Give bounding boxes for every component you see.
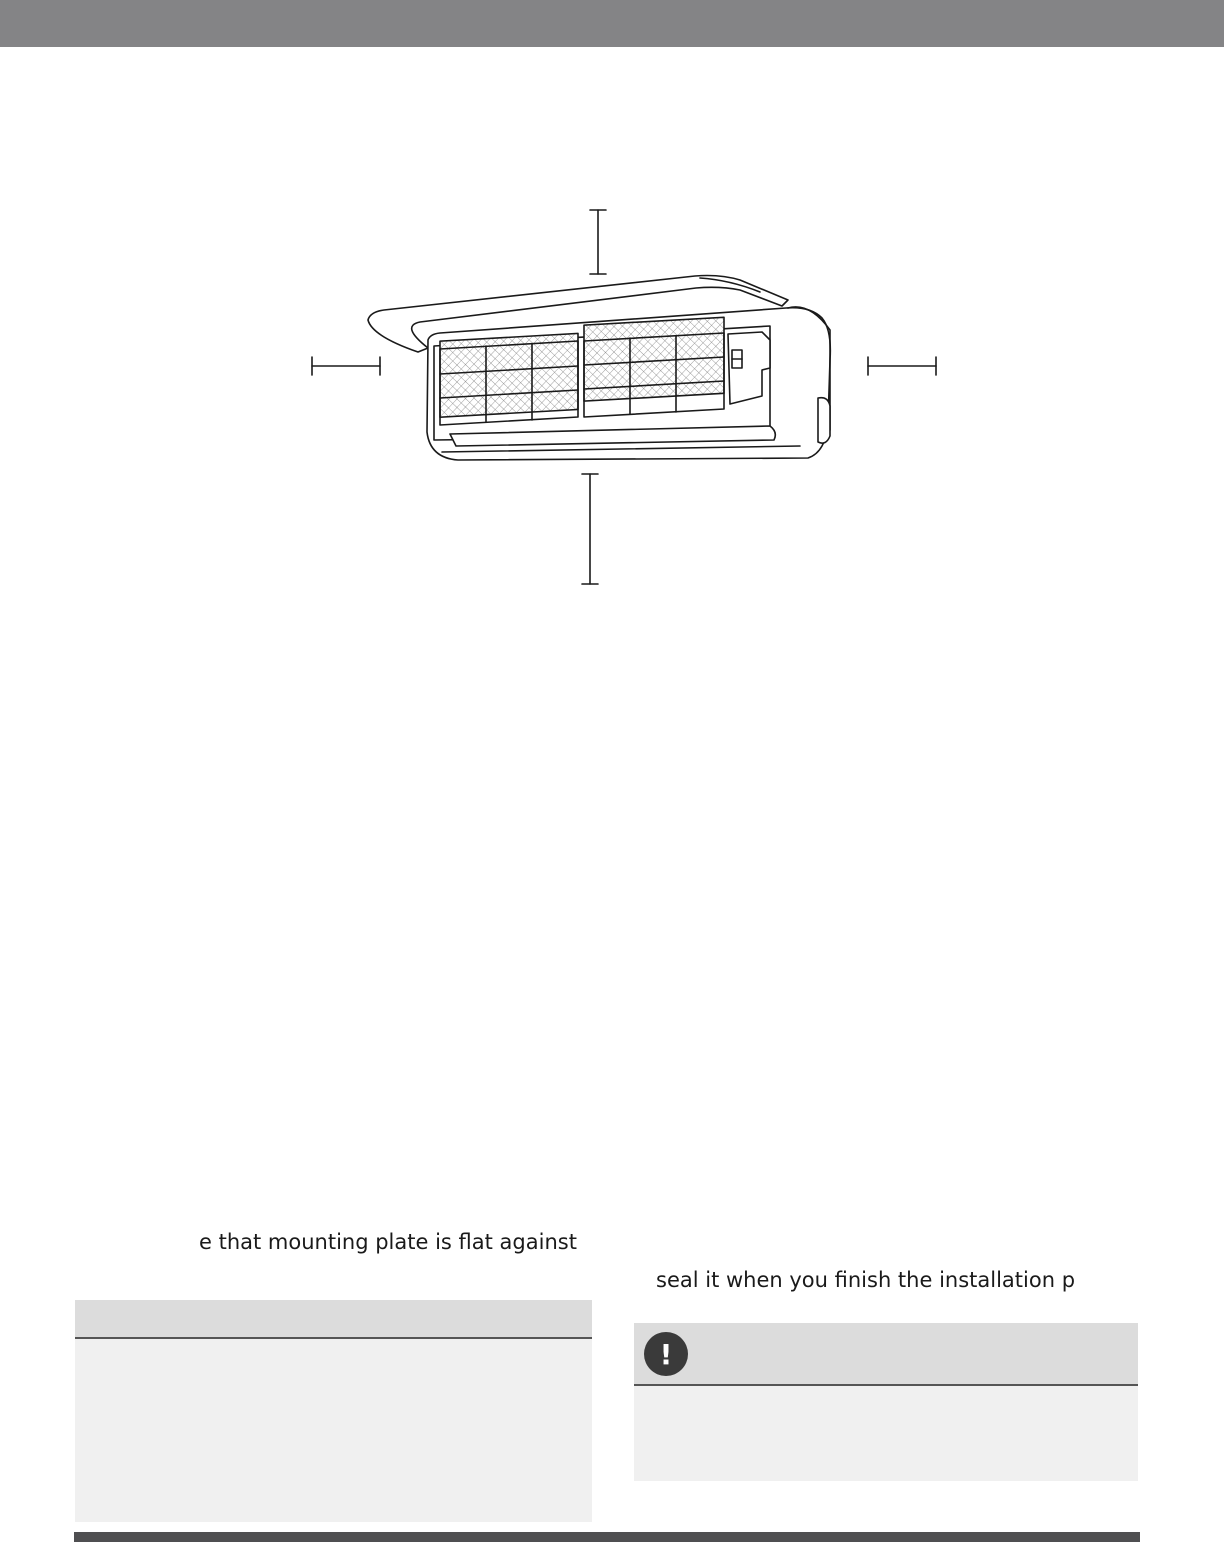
caution-callout-box: [634, 1323, 1138, 1481]
caution-callout-header: [634, 1323, 1138, 1386]
page-header-bar: [0, 0, 1224, 47]
right-clearance-marker: [868, 357, 936, 375]
note-callout-header: [75, 1300, 592, 1339]
bottom-clearance-marker: [582, 474, 598, 584]
instruction-text-fragment-left: e that mounting plate is flat against: [199, 1230, 577, 1254]
instruction-text-fragment-right: seal it when you finish the installation p: [656, 1268, 1076, 1292]
top-clearance-marker: [590, 210, 606, 274]
exclamation-circle-icon: !: [644, 1332, 688, 1376]
left-clearance-marker: [312, 357, 380, 375]
indoor-unit-clearance-illustration: [300, 200, 950, 590]
page-footer-bar: [74, 1532, 1140, 1542]
note-callout-box: [75, 1300, 592, 1522]
